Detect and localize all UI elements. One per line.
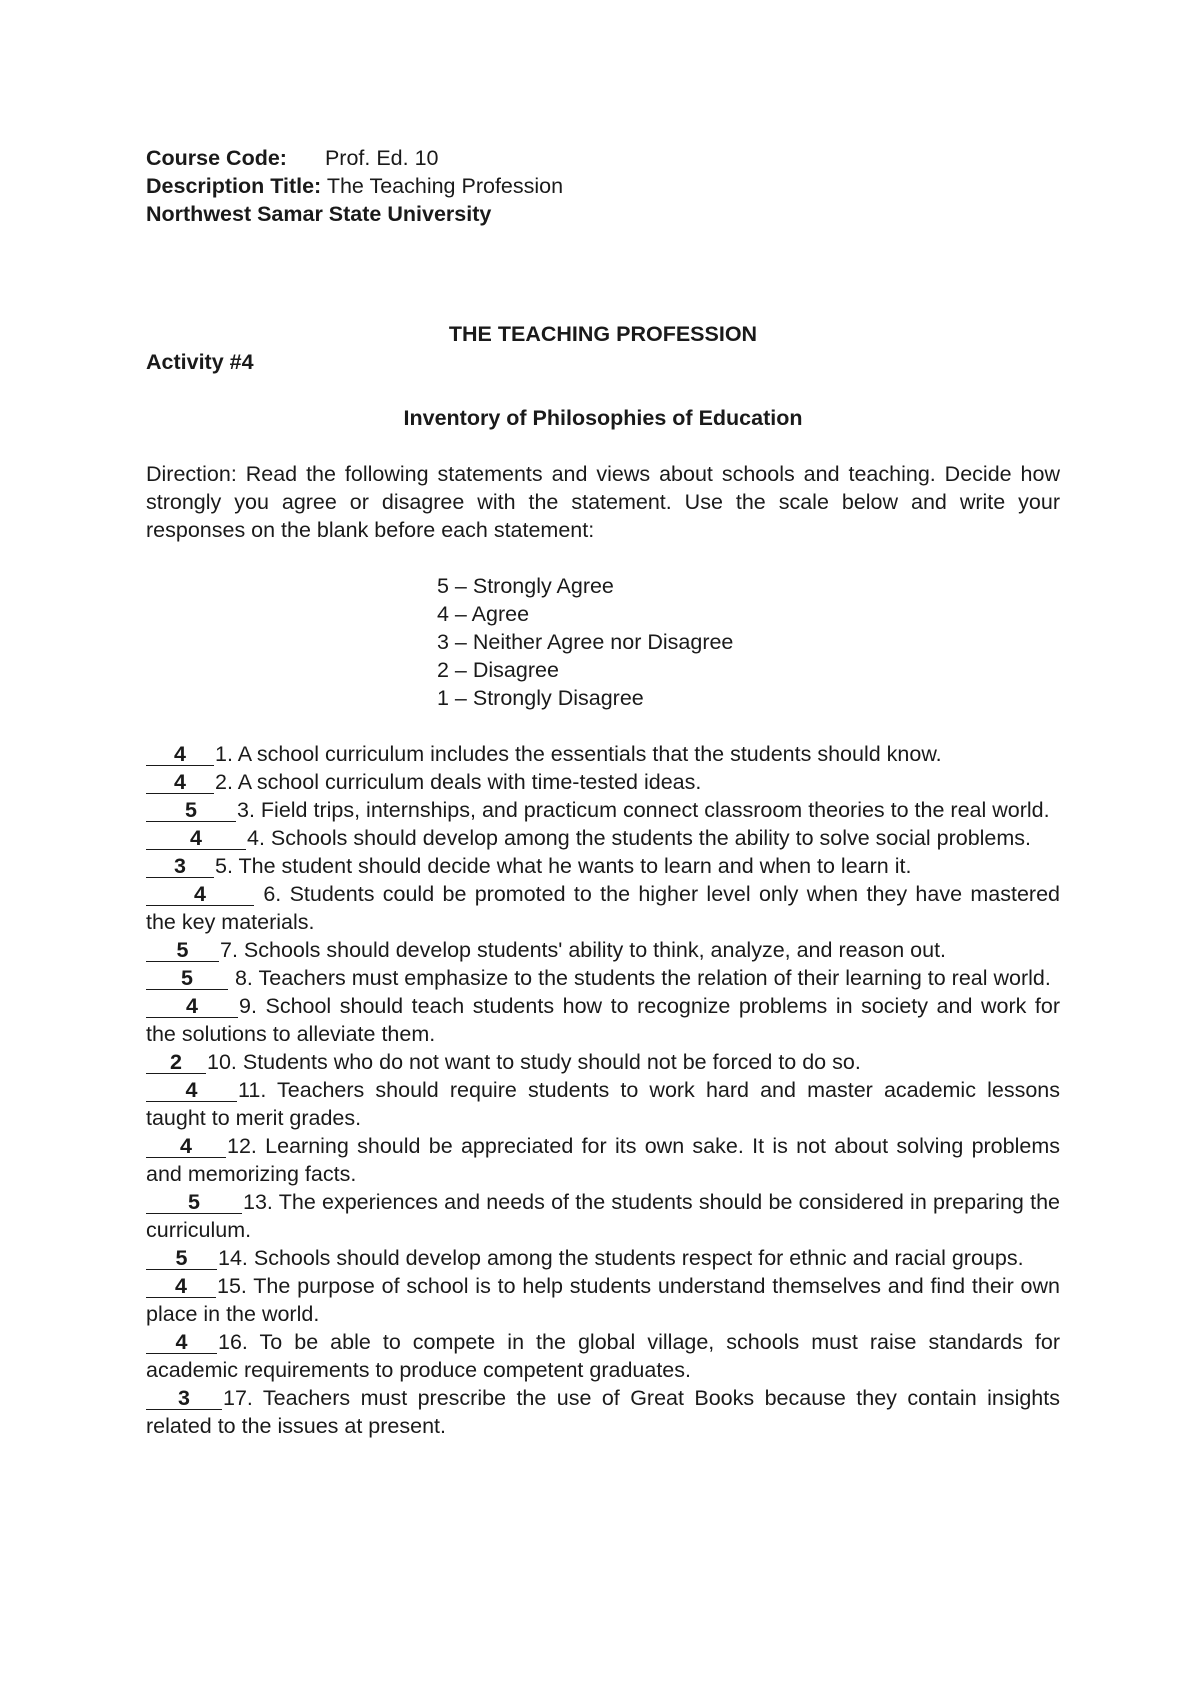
university-name: Northwest Samar State University	[146, 202, 492, 226]
answer-blank[interactable]: 4	[146, 1079, 237, 1102]
statement-item	[146, 768, 1060, 796]
statement-text: 2. A school curriculum deals with time-tested ideas.	[215, 770, 702, 794]
statement-item	[146, 1132, 1060, 1188]
statement-text: 5. The student should decide what he wants to learn and when to learn it.	[215, 854, 912, 878]
answer-blank[interactable]: 2	[146, 1051, 206, 1074]
statement-item	[146, 796, 1060, 824]
statement-item	[146, 992, 1060, 1048]
statement-text: 9. School should teach students how to recognize problems in society and work for the solutions to alleviate them.	[146, 994, 1060, 1046]
course-code-label: Course Code:	[146, 146, 287, 170]
statement-item	[146, 880, 1060, 936]
statement-text: 8. Teachers must emphasize to the students the relation of their learning to real world.	[229, 966, 1051, 990]
answer-blank[interactable]: 5	[146, 1247, 217, 1270]
statement-text: 4. Schools should develop among the students the ability to solve social problems.	[247, 826, 1032, 850]
answer-blank[interactable]: 4	[146, 743, 214, 766]
scale-item: 2 – Disagree	[437, 658, 559, 682]
answer-blank[interactable]: 4	[146, 827, 246, 850]
statement-text: 15. The purpose of school is to help students understand themselves and find their own place in the world.	[146, 1274, 1060, 1326]
answer-blank[interactable]: 4	[146, 1135, 226, 1158]
activity-label: Activity #4	[146, 350, 254, 374]
statement-item	[146, 1076, 1060, 1132]
statement-text: 17. Teachers must prescribe the use of Great Books because they contain insights related to the issues at present.	[146, 1386, 1060, 1438]
statement-item	[146, 1188, 1060, 1244]
scale-item: 4 – Agree	[437, 602, 530, 626]
document-subtitle: Inventory of Philosophies of Education	[403, 406, 803, 430]
answer-blank[interactable]: 5	[146, 799, 236, 822]
statement-item	[146, 1272, 1060, 1328]
answer-blank[interactable]: 3	[146, 855, 214, 878]
statement-item	[146, 1048, 1060, 1076]
statement-text: 13. The experiences and needs of the students should be considered in preparing the curriculum.	[146, 1190, 1060, 1242]
course-code-line	[146, 144, 1060, 172]
document-title: THE TEACHING PROFESSION	[448, 322, 758, 346]
course-code-value: Prof. Ed. 10	[324, 146, 439, 170]
statement-text: 16. To be able to compete in the global village, schools must raise standards for academic requirements to produce competent graduates.	[146, 1330, 1060, 1382]
scale-item: 1 – Strongly Disagree	[437, 686, 644, 710]
scale-item: 5 – Strongly Agree	[437, 574, 614, 598]
statement-item	[146, 824, 1060, 852]
answer-blank[interactable]: 3	[146, 1387, 222, 1410]
answer-blank[interactable]: 5	[146, 967, 228, 990]
statement-text: 6. Students could be promoted to the higher level only when they have mastered the key materials.	[146, 882, 1060, 934]
statement-item	[146, 1384, 1060, 1440]
statement-item	[146, 740, 1060, 768]
statement-text: 12. Learning should be appreciated for its own sake. It is not about solving problems and memorizing facts.	[146, 1134, 1060, 1186]
statement-item	[146, 1328, 1060, 1384]
statement-text: 1. A school curriculum includes the essentials that the students should know.	[215, 742, 942, 766]
scale-item: 3 – Neither Agree nor Disagree	[437, 630, 734, 654]
description-line	[146, 172, 1060, 200]
description-label: Description Title:	[146, 174, 322, 198]
statement-item	[146, 1244, 1060, 1272]
statement-text: 3. Field trips, internships, and practicum connect classroom theories to the real world.	[237, 798, 1050, 822]
answer-blank[interactable]: 4	[146, 995, 238, 1018]
answer-blank[interactable]: 5	[146, 1191, 242, 1214]
statement-item	[146, 852, 1060, 880]
statement-item	[146, 964, 1060, 992]
statement-text: 10. Students who do not want to study should not be forced to do so.	[207, 1050, 861, 1074]
direction-paragraph: Direction: Read the following statements and views about schools and teaching. Decide how strongly you agree or disagree with the statement. Use the scale below and write your responses on the blank before each statement:	[146, 462, 1060, 542]
answer-blank[interactable]: 4	[146, 771, 214, 794]
rating-scale	[146, 572, 1060, 712]
statement-text: 14. Schools should develop among the students respect for ethnic and racial groups.	[218, 1246, 1024, 1270]
statement-text: 7. Schools should develop students' ability to think, analyze, and reason out.	[220, 938, 947, 962]
answer-blank[interactable]: 5	[146, 939, 219, 962]
answer-blank[interactable]: 4	[146, 1331, 217, 1354]
description-value: The Teaching Profession	[326, 174, 564, 198]
statement-text: 11. Teachers should require students to work hard and master academic lessons taught to merit grades.	[146, 1078, 1060, 1130]
statement-item	[146, 936, 1060, 964]
answer-blank[interactable]: 4	[146, 1275, 216, 1298]
statement-list	[146, 740, 1060, 1440]
answer-blank[interactable]: 4	[146, 883, 254, 906]
document-page	[146, 144, 1060, 1440]
